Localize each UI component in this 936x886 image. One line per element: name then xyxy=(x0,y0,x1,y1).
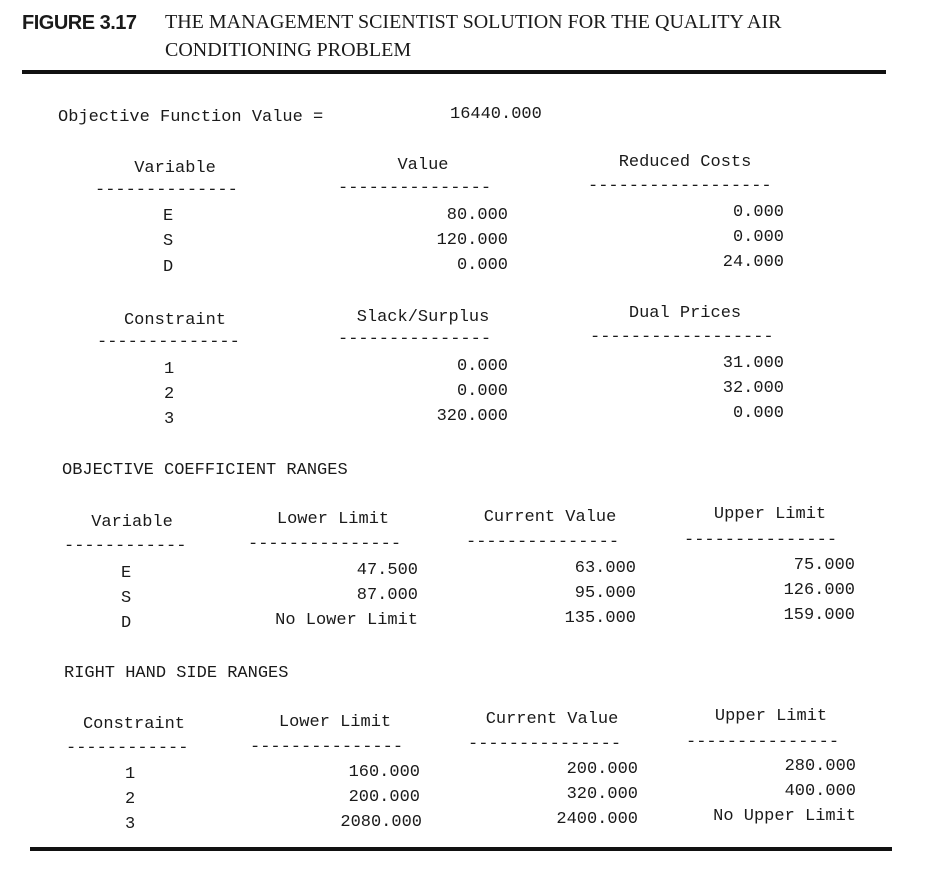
con-row-2-dual: 32.000 xyxy=(722,379,784,398)
obj-ranges-title: OBJECTIVE COEFFICIENT RANGES xyxy=(62,461,348,480)
var-dash-3: ------------------ xyxy=(588,177,772,196)
figure-label: FIGURE 3.17 xyxy=(22,12,137,34)
rhs-row-3-lower: 2080.000 xyxy=(340,813,422,832)
rhs-row-2-current: 320.000 xyxy=(566,785,638,804)
top-rule xyxy=(22,70,886,74)
rhs-row-1-current: 200.000 xyxy=(566,760,638,779)
ocr-row-s-current: 95.000 xyxy=(574,584,636,603)
var-row-d-value: 0.000 xyxy=(456,256,508,275)
rhs-dash-1: ------------ xyxy=(66,739,189,758)
figure-title-line-2: CONDITIONING PROBLEM xyxy=(165,39,412,61)
con-row-3-dual: 0.000 xyxy=(732,404,784,423)
bottom-rule xyxy=(30,847,892,851)
ocr-dash-4: --------------- xyxy=(684,531,838,550)
ocr-dash-2: --------------- xyxy=(248,535,402,554)
con-row-1-slack: 0.000 xyxy=(456,357,508,376)
rhs-row-1-id: 1 xyxy=(125,765,136,784)
con-dash-2: --------------- xyxy=(338,330,492,349)
rhs-row-1-lower: 160.000 xyxy=(348,763,420,782)
rhs-header-lower: Lower Limit xyxy=(278,713,392,732)
con-row-3-id: 3 xyxy=(164,410,175,429)
var-header-value: Value xyxy=(397,156,449,175)
ocr-row-e-upper: 75.000 xyxy=(793,556,855,575)
con-row-2-id: 2 xyxy=(164,385,175,404)
con-row-1-id: 1 xyxy=(164,360,175,379)
rhs-dash-2: --------------- xyxy=(250,738,404,757)
con-dash-1: -------------- xyxy=(97,333,240,352)
ocr-row-s-lower: 87.000 xyxy=(356,586,418,605)
ocr-row-e-var: E xyxy=(121,564,132,583)
rhs-row-3-upper: No Upper Limit xyxy=(713,807,856,826)
rhs-row-2-id: 2 xyxy=(125,790,136,809)
ocr-row-d-var: D xyxy=(121,614,132,633)
ocr-header-variable: Variable xyxy=(91,513,173,532)
rhs-row-2-lower: 200.000 xyxy=(348,788,420,807)
ocr-row-d-upper: 159.000 xyxy=(783,606,855,625)
var-row-s-value: 120.000 xyxy=(436,231,508,250)
objective-label: Objective Function Value = xyxy=(58,108,324,127)
ocr-dash-1: ------------ xyxy=(64,537,187,556)
con-row-1-dual: 31.000 xyxy=(722,354,784,373)
var-row-d-name: D xyxy=(163,258,174,277)
ocr-row-e-lower: 47.500 xyxy=(356,561,418,580)
con-dash-3: ------------------ xyxy=(590,328,774,347)
rhs-header-current: Current Value xyxy=(485,710,619,729)
objective-value: 16440.000 xyxy=(450,105,542,124)
var-header-variable: Variable xyxy=(134,159,216,178)
rhs-row-2-upper: 400.000 xyxy=(784,782,856,801)
ocr-row-e-current: 63.000 xyxy=(574,559,636,578)
var-row-e-name: E xyxy=(163,207,174,226)
rhs-dash-3: --------------- xyxy=(468,735,622,754)
ocr-row-d-lower: No Lower Limit xyxy=(275,611,418,630)
ocr-header-lower: Lower Limit xyxy=(276,510,390,529)
rhs-ranges-title: RIGHT HAND SIDE RANGES xyxy=(64,664,289,683)
rhs-row-1-upper: 280.000 xyxy=(784,757,856,776)
figure-title-line-1: THE MANAGEMENT SCIENTIST SOLUTION FOR THE QUALITY AIR xyxy=(165,11,782,33)
con-header-slack: Slack/Surplus xyxy=(356,308,490,327)
rhs-row-3-current: 2400.000 xyxy=(556,810,638,829)
rhs-header-upper: Upper Limit xyxy=(714,707,828,726)
var-row-e-reduced: 0.000 xyxy=(732,203,784,222)
rhs-dash-4: --------------- xyxy=(686,733,840,752)
var-row-d-reduced: 24.000 xyxy=(722,253,784,272)
ocr-row-s-upper: 126.000 xyxy=(783,581,855,600)
con-header-constraint: Constraint xyxy=(123,311,227,330)
var-row-s-reduced: 0.000 xyxy=(732,228,784,247)
ocr-header-current: Current Value xyxy=(483,508,617,527)
rhs-header-constraint: Constraint xyxy=(82,715,186,734)
ocr-dash-3: --------------- xyxy=(466,533,620,552)
ocr-row-s-var: S xyxy=(121,589,132,608)
rhs-row-3-id: 3 xyxy=(125,815,136,834)
con-header-dual: Dual Prices xyxy=(628,304,742,323)
con-row-3-slack: 320.000 xyxy=(436,407,508,426)
con-row-2-slack: 0.000 xyxy=(456,382,508,401)
ocr-row-d-current: 135.000 xyxy=(564,609,636,628)
var-row-e-value: 80.000 xyxy=(446,206,508,225)
var-row-s-name: S xyxy=(163,232,174,251)
var-dash-2: --------------- xyxy=(338,179,492,198)
var-header-reduced-costs: Reduced Costs xyxy=(618,153,752,172)
ocr-header-upper: Upper Limit xyxy=(713,505,827,524)
var-dash-1: -------------- xyxy=(95,181,238,200)
